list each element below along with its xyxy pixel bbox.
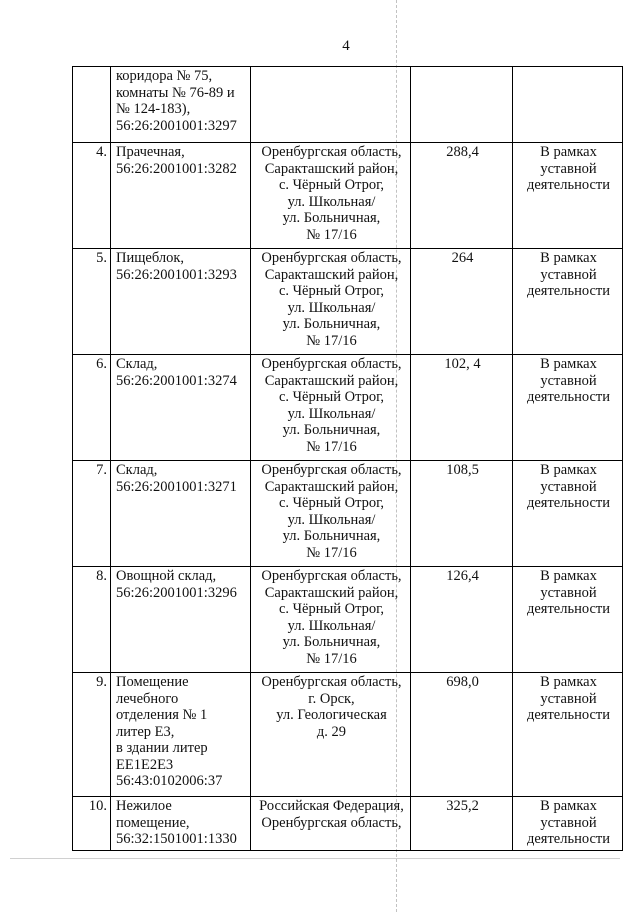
purpose-cell [513, 673, 623, 797]
address-cell-line: № 17/16 [306, 544, 357, 561]
area-cell: 288,4 [411, 143, 513, 249]
address-cell-line: Саракташский район, [264, 266, 399, 283]
purpose-cell-line: В рамках [540, 798, 597, 814]
address-cell [251, 67, 411, 143]
object-name-cell [111, 797, 251, 851]
purpose-cell-line: В рамках [540, 250, 597, 266]
address-cell-line: Оренбургская область, [261, 568, 402, 584]
row-number-cell: 10. [73, 797, 111, 851]
purpose-cell-line: В рамках [540, 144, 597, 160]
address-cell-line: Саракташский район, [264, 160, 399, 177]
table-body [73, 67, 623, 851]
scan-edge-line [10, 858, 620, 859]
object-name-cell-line: Склад, [116, 356, 158, 372]
object-name-cell-line: Пищеблок, [116, 250, 185, 266]
area-cell: 698,0 [411, 673, 513, 797]
address-cell [251, 143, 411, 249]
purpose-cell-line: уставной [540, 160, 597, 177]
address-cell-line: с. Чёрный Отрог, [278, 495, 385, 511]
object-name-cell-line: лечебного [116, 690, 179, 707]
object-name-cell-line: литер Е3, [116, 723, 175, 740]
address-cell-line: ул. Школьная/ [287, 511, 376, 528]
address-cell-line: ул. Школьная/ [287, 405, 376, 422]
row-number-cell: 6. [73, 355, 111, 461]
table-row [73, 67, 623, 143]
object-name-cell [111, 567, 251, 673]
purpose-cell-line: уставной [540, 478, 597, 495]
address-cell-line: ул. Школьная/ [287, 617, 376, 634]
object-name-cell-line: 56:26:2001001:3282 [116, 160, 237, 177]
object-name-cell-line: 56:26:2001001:3297 [116, 117, 237, 134]
purpose-cell [513, 797, 623, 851]
object-name-cell-line: Нежилое [116, 798, 172, 814]
row-number-cell: 9. [73, 673, 111, 797]
row-number-cell: 7. [73, 461, 111, 567]
object-name-cell-line: 56:26:2001001:3274 [116, 372, 237, 389]
purpose-cell [513, 567, 623, 673]
object-name-cell-line: ЕЕ1Е2Е3 [116, 756, 174, 773]
object-name-cell-line: в здании литер [116, 740, 208, 756]
purpose-cell-line: деятельности [526, 177, 610, 193]
purpose-cell-line: В рамках [540, 462, 597, 478]
address-cell-line: с. Чёрный Отрог, [278, 177, 385, 193]
row-number-cell: 4. [73, 143, 111, 249]
address-cell [251, 355, 411, 461]
address-cell-line: д. 29 [316, 723, 347, 740]
address-cell-line: Оренбургская область, [261, 356, 402, 372]
address-cell-line: ул. Больничная, [282, 210, 381, 226]
address-cell [251, 249, 411, 355]
address-cell-line: ул. Больничная, [282, 634, 381, 650]
address-cell-line: ул. Школьная/ [287, 299, 376, 316]
purpose-cell [513, 249, 623, 355]
address-cell-line: Оренбургская область, [261, 674, 402, 690]
purpose-cell [513, 67, 623, 143]
address-cell-line: Оренбургская область, [261, 144, 402, 160]
address-cell-line: Оренбургская область, [261, 814, 402, 831]
address-cell [251, 461, 411, 567]
area-cell: 108,5 [411, 461, 513, 567]
area-cell: 325,2 [411, 797, 513, 851]
purpose-cell-line: В рамках [540, 568, 597, 584]
object-name-cell-line: 56:26:2001001:3293 [116, 266, 237, 283]
purpose-cell [513, 143, 623, 249]
row-number-cell: 5. [73, 249, 111, 355]
purpose-cell-line: деятельности [526, 707, 610, 723]
area-cell [411, 67, 513, 143]
address-cell-line: № 17/16 [306, 226, 357, 243]
table-row [73, 143, 623, 249]
purpose-cell-line: деятельности [526, 601, 610, 617]
table-row [73, 461, 623, 567]
object-name-cell-line: комнаты № 76-89 и [116, 84, 235, 101]
address-cell-line: № 17/16 [306, 650, 357, 667]
address-cell-line: ул. Больничная, [282, 422, 381, 438]
address-cell-line: Саракташский район, [264, 372, 399, 389]
table-row [73, 567, 623, 673]
purpose-cell-line: уставной [540, 814, 597, 831]
object-name-cell-line: 56:26:2001001:3271 [116, 478, 237, 495]
address-cell-line: с. Чёрный Отрог, [278, 389, 385, 405]
purpose-cell-line: деятельности [526, 283, 610, 299]
address-cell [251, 673, 411, 797]
purpose-cell [513, 355, 623, 461]
area-cell: 264 [411, 249, 513, 355]
address-cell-line: Оренбургская область, [261, 462, 402, 478]
address-cell-line: Саракташский район, [264, 584, 399, 601]
object-name-cell-line: коридора № 75, [116, 68, 213, 84]
address-cell-line: ул. Школьная/ [287, 193, 376, 210]
purpose-cell-line: В рамках [540, 356, 597, 372]
object-name-cell-line: помещение, [116, 814, 190, 831]
object-name-cell-line: Овощной склад, [116, 568, 217, 584]
object-name-cell [111, 461, 251, 567]
address-cell [251, 797, 411, 851]
purpose-cell-line: уставной [540, 266, 597, 283]
table-row [73, 673, 623, 797]
purpose-cell-line: уставной [540, 690, 597, 707]
address-cell-line: с. Чёрный Отрог, [278, 283, 385, 299]
purpose-cell-line: деятельности [526, 389, 610, 405]
address-cell-line: с. Чёрный Отрог, [278, 601, 385, 617]
object-name-cell [111, 249, 251, 355]
row-number-cell [73, 67, 111, 143]
purpose-cell-line: уставной [540, 372, 597, 389]
purpose-cell [513, 461, 623, 567]
purpose-cell-line: деятельности [526, 495, 610, 511]
object-name-cell [111, 143, 251, 249]
object-name-cell-line: 56:32:1501001:1330 [116, 831, 237, 847]
address-cell-line: № 17/16 [306, 438, 357, 455]
object-name-cell-line: 56:43:0102006:37 [116, 773, 223, 789]
table-row [73, 249, 623, 355]
object-name-cell [111, 673, 251, 797]
object-name-cell-line: 56:26:2001001:3296 [116, 584, 237, 601]
address-cell-line: № 17/16 [306, 332, 357, 349]
address-cell [251, 567, 411, 673]
page-number: 4 [342, 38, 350, 54]
purpose-cell-line: В рамках [540, 674, 597, 690]
address-cell-line: ул. Больничная, [282, 528, 381, 544]
object-name-cell [111, 355, 251, 461]
address-cell-line: ул. Геологическая [276, 707, 387, 723]
address-cell-line: Оренбургская область, [261, 250, 402, 266]
address-cell-line: ул. Больничная, [282, 316, 381, 332]
object-name-cell-line: отделения № 1 [116, 707, 208, 723]
object-name-cell-line: № 124-183), [116, 101, 191, 117]
address-cell-line: г. Орск, [308, 690, 355, 707]
row-number-cell: 8. [73, 567, 111, 673]
object-name-cell-line: Прачечная, [116, 144, 185, 160]
table-row [73, 355, 623, 461]
purpose-cell-line: деятельности [526, 831, 610, 847]
purpose-cell-line: уставной [540, 584, 597, 601]
area-cell: 126,4 [411, 567, 513, 673]
table-row [73, 797, 623, 851]
object-name-cell [111, 67, 251, 143]
area-cell: 102, 4 [411, 355, 513, 461]
object-name-cell-line: Склад, [116, 462, 158, 478]
object-name-cell-line: Помещение [116, 674, 189, 690]
property-table [72, 66, 623, 851]
address-cell-line: Саракташский район, [264, 478, 399, 495]
address-cell-line: Российская Федерация, [259, 798, 404, 814]
